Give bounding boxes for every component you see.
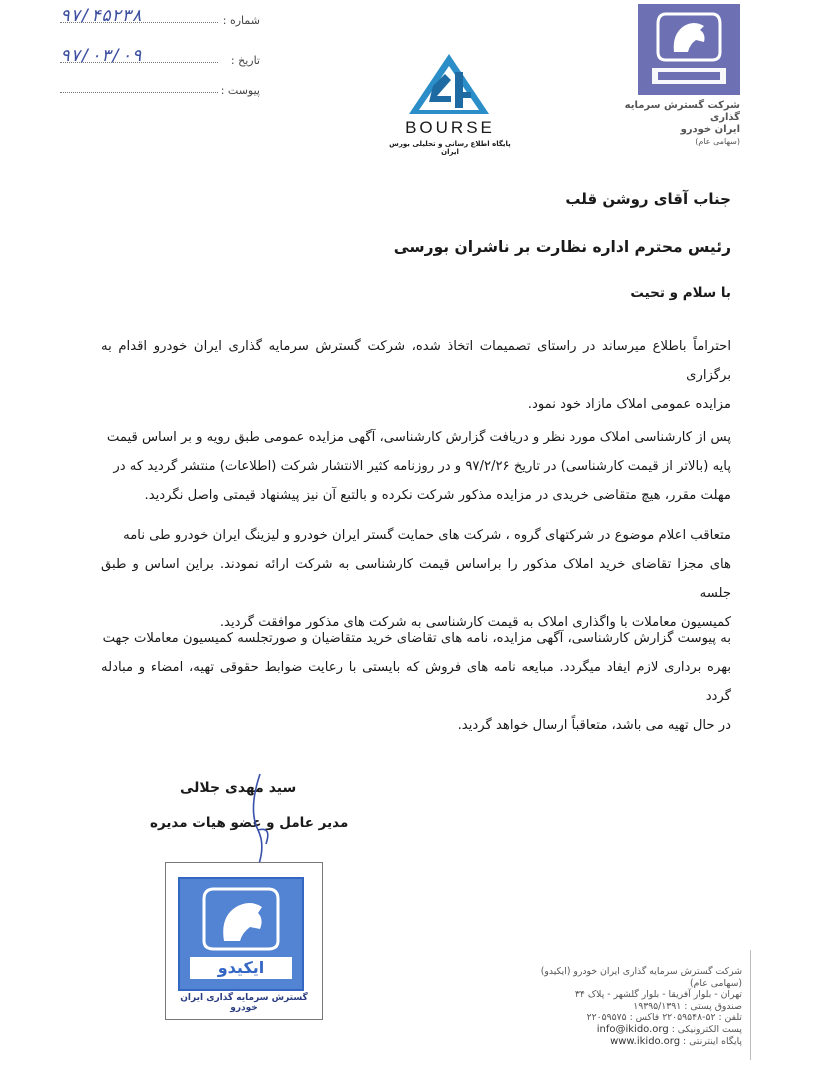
footer-address-block (522, 966, 742, 1047)
attachment-dots (60, 92, 218, 93)
ikco-caption-line3: (سهامی عام) (695, 137, 740, 146)
ikco-caption-line2: ایران خودرو (680, 124, 740, 135)
signer-title: مدیر عامل و عضو هیات مدیره (150, 815, 349, 831)
footer-website[interactable]: www.ikido.org (610, 1035, 681, 1047)
signer-name: سید مهدی جلالی (180, 780, 297, 796)
paragraph-line: مزایده عمومی املاک مازاد خود نمود. (527, 397, 731, 412)
company-stamp (165, 862, 323, 1020)
paragraph-4 (101, 624, 731, 740)
stamp-caption: گسترش سرمایه گذاری ایران خودرو (180, 993, 308, 1013)
letter-number-row (60, 6, 260, 32)
ikco-caption-line1: شرکت گسترش سرمایه گذاری (624, 100, 740, 123)
stamp-brand: ایکیدو (190, 957, 292, 979)
footer-company: شرکت گسترش سرمایه گذاری ایران خودرو (ایکیدو) (سهامی عام) (540, 966, 742, 989)
footer-address: تهران - بلوار آفریقا - بلوار گلشهر - پلاک ۳۴ (574, 989, 742, 1001)
number-value: ۹۷/۴۵۲۳۸ (60, 6, 142, 26)
paragraph-line: احتراماً باطلاع میرساند در راستای تصمیمات اتخاذ شده، شرکت گسترش سرمایه گذاری ایران خودرو اقدام به برگزاری (101, 339, 731, 383)
letter-attachment-row (60, 80, 260, 102)
stamp-logo (178, 877, 304, 991)
attachment-label: پیوست : (220, 84, 260, 97)
paragraph-line: های مجزا تقاضای خرید املاک مذکور را براساس قیمت کارشناسی به شرکت ارائه نمودند. براین اساس و طبق جلسه (101, 557, 731, 601)
bourse-subtitle: پایگاه اطلاع رسانی و تحلیلی بورس ایران (389, 140, 511, 156)
footer-divider (750, 950, 751, 1060)
paragraph-line: کمیسیون معاملات با واگذاری املاک به قیمت کارشناسی به شرکت های مذکور موافقت گردید. (219, 615, 731, 630)
ikco-caption (620, 100, 740, 148)
footer-email-label: پست الکترونیکی : (671, 1023, 742, 1035)
date-label: تاریخ : (230, 54, 260, 67)
date-value: ۹۷/۰۳/۰۹ (60, 46, 142, 66)
letter-date-row (60, 46, 260, 72)
paragraph-line: بهره برداری لازم ایفاد میگردد. مبایعه نامه های فروش که بایستی با رعایت ضوابط حقوقی تهیه، امضاء و مبادله گردد (101, 660, 731, 704)
paragraph-2 (101, 423, 731, 510)
footer-website-row (522, 1036, 742, 1048)
footer-email[interactable]: info@ikido.org (596, 1023, 669, 1035)
recipient-name: جناب آقای روشن قلب (565, 190, 731, 208)
footer-phone: تلفن : ۵۲-۲۲۰۵۹۵۴۸ فاکس : ۲۲۰۵۹۵۷۵ (586, 1012, 742, 1024)
greeting: با سلام و تحیت (630, 285, 731, 301)
footer-postbox: صندوق پستی : ۱۹۳۹۵/۱۳۹۱ (633, 1000, 742, 1012)
paragraph-line: متعاقب اعلام موضوع در شرکتهای گروه ، شرکت های حمایت گستر ایران خودرو و لیزینگ ایران خودرو طی نامه (123, 528, 731, 543)
footer-website-label: پایگاه اینترنتی : (683, 1035, 742, 1047)
paragraph-line: پس از کارشناسی املاک مورد نظر و دریافت گزارش کارشناسی، آگهی مزایده عمومی طبق رویه و بر اساس قیمت (106, 430, 731, 445)
paragraph-line: مهلت مقرر، هیچ متقاضی خریدی در مزایده مذکور شرکت نکرده و بالتبع آن نیز پیشنهاد قیمتی واصل نگردید. (144, 488, 731, 503)
paragraph-1 (101, 332, 731, 419)
paragraph-3 (101, 521, 731, 637)
horse-logo-icon (638, 4, 740, 95)
bourse-wordmark: BOURSE (405, 118, 495, 137)
ikco-logo (638, 4, 740, 95)
footer-email-row (522, 1024, 742, 1036)
recipient-title: رئیس محترم اداره نظارت بر ناشران بورسی (393, 238, 731, 256)
paragraph-line: در حال تهیه می باشد، متعاقباً ارسال خواهد گردید. (457, 718, 731, 733)
number-label: شماره : (222, 14, 260, 27)
paragraph-line: پایه (بالاتر از قیمت کارشناسی) در تاریخ ۹۷/۲/۲۶ و در روزنامه کثیر الانتشار شرکت (اطلاعات) منتشر گردید که در (113, 459, 731, 474)
paragraph-line: به پیوست گزارش کارشناسی، آگهی مزایده، نامه های تقاضای خرید متقاضیان و صورتجلسه کمیسیون معاملات جهت (102, 631, 731, 646)
